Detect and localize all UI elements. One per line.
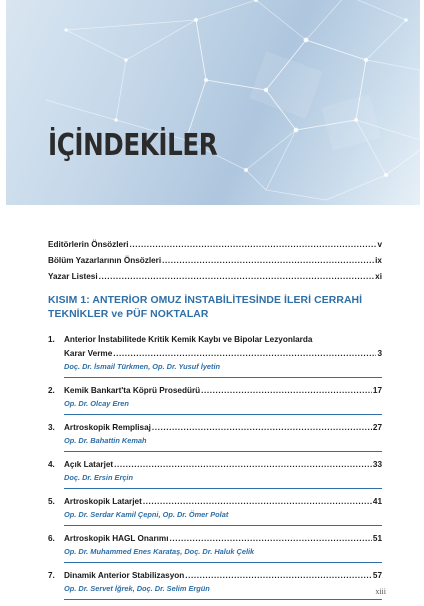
leader-dots bbox=[162, 253, 374, 269]
chapter-entry[interactable] bbox=[48, 458, 382, 489]
chapter-entry[interactable] bbox=[48, 384, 382, 415]
chapter-page: 27 bbox=[372, 423, 382, 432]
chapter-number: 3. bbox=[48, 423, 55, 432]
entry-title: Yazar Listesi bbox=[48, 272, 98, 281]
chapter-authors: Op. Dr. Servet İğrek, Doç. Dr. Selim Ergün bbox=[64, 584, 210, 593]
divider bbox=[64, 414, 382, 415]
chapter-entry[interactable] bbox=[48, 495, 382, 526]
network-pattern-decoration bbox=[6, 0, 420, 205]
divider bbox=[64, 377, 382, 378]
leader-dots bbox=[143, 495, 372, 509]
chapter-page: 51 bbox=[372, 534, 382, 543]
chapter-entry[interactable] bbox=[48, 532, 382, 563]
leader-dots bbox=[130, 237, 377, 253]
chapter-title-line1: Anterior İnstabilitede Kritik Kemik Kaybı ve Bipolar Lezyonlarda bbox=[64, 335, 313, 344]
chapter-page: 17 bbox=[372, 386, 382, 395]
chapter-authors: Op. Dr. Bahattin Kemah bbox=[64, 436, 147, 445]
toc-entry[interactable] bbox=[48, 237, 382, 253]
leader-dots bbox=[113, 347, 376, 361]
leader-dots bbox=[170, 532, 372, 546]
chapter-number: 1. bbox=[48, 335, 55, 344]
page-number: xiii bbox=[375, 587, 386, 596]
chapter-authors: Doç. Dr. Ersin Erçin bbox=[64, 473, 134, 482]
chapter-authors: Op. Dr. Muhammed Enes Karataş, Doç. Dr. Haluk Çelik bbox=[64, 547, 255, 556]
leader-dots bbox=[114, 458, 372, 472]
chapter-page: 3 bbox=[377, 349, 382, 358]
front-matter-list bbox=[48, 237, 382, 285]
chapter-number: 2. bbox=[48, 386, 55, 395]
entry-page: v bbox=[377, 240, 382, 249]
leader-dots bbox=[99, 269, 375, 285]
entry-title: Bölüm Yazarlarının Önsözleri bbox=[48, 256, 162, 265]
chapter-number: 6. bbox=[48, 534, 55, 543]
chapter-entry[interactable] bbox=[48, 569, 382, 600]
chapter-page: 33 bbox=[372, 460, 382, 469]
chapter-number: 7. bbox=[48, 571, 55, 580]
leader-dots bbox=[201, 384, 372, 398]
chapter-title: Artroskopik Remplisaj bbox=[64, 423, 151, 432]
chapter-number: 5. bbox=[48, 497, 55, 506]
divider bbox=[64, 488, 382, 489]
entry-page: xi bbox=[375, 272, 382, 281]
chapter-list bbox=[48, 333, 382, 606]
chapter-entry[interactable] bbox=[48, 421, 382, 452]
chapter-authors: Op. Dr. Olcay Eren bbox=[64, 399, 129, 408]
chapter-authors: Op. Dr. Serdar Kamil Çepni, Op. Dr. Ömer Polat bbox=[64, 510, 229, 519]
page-title: İÇİNDEKİLER bbox=[48, 128, 218, 163]
chapter-title: Karar Verme bbox=[64, 349, 113, 358]
chapter-title: Artroskopik HAGL Onarımı bbox=[64, 534, 169, 543]
divider bbox=[64, 525, 382, 526]
chapter-title: Dinamik Anterior Stabilizasyon bbox=[64, 571, 185, 580]
divider bbox=[64, 451, 382, 452]
chapter-authors: Doç. Dr. İsmail Türkmen, Op. Dr. Yusuf İyetin bbox=[64, 362, 221, 371]
entry-page: ix bbox=[375, 256, 382, 265]
toc-entry[interactable] bbox=[48, 269, 382, 285]
header-banner bbox=[6, 0, 420, 205]
divider bbox=[64, 562, 382, 563]
part-title: KISIM 1: ANTERİOR OMUZ İNSTABİLİTESİNDE İLERİ CERRAHİ TEKNİKLER ve PÜF NOKTALAR bbox=[48, 295, 363, 320]
leader-dots bbox=[185, 569, 372, 583]
chapter-title: Artroskopik Latarjet bbox=[64, 497, 142, 506]
chapter-title: Açık Latarjet bbox=[64, 460, 114, 469]
chapter-page: 57 bbox=[372, 571, 382, 580]
leader-dots bbox=[152, 421, 372, 435]
entry-title: Editörlerin Önsözleri bbox=[48, 240, 129, 249]
chapter-page: 41 bbox=[372, 497, 382, 506]
chapter-title: Kemik Bankart'ta Köprü Prosedürü bbox=[64, 386, 201, 395]
chapter-number: 4. bbox=[48, 460, 55, 469]
toc-entry[interactable] bbox=[48, 253, 382, 269]
chapter-entry[interactable] bbox=[48, 333, 382, 378]
